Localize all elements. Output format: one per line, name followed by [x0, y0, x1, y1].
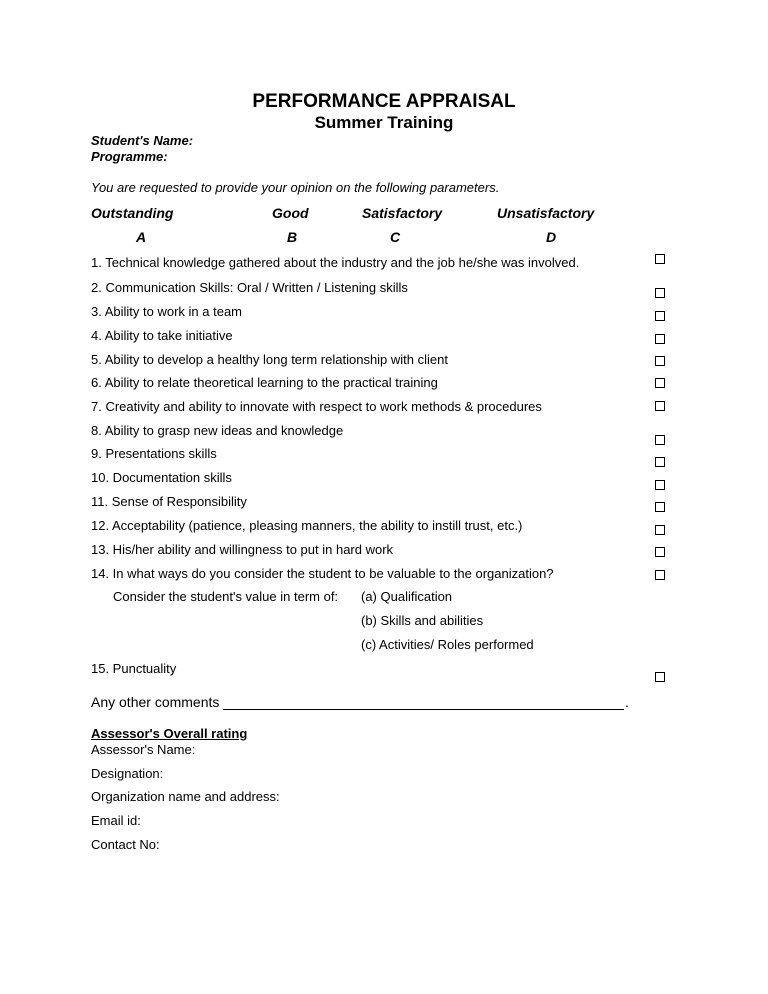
scale-grade-a: A	[136, 229, 147, 245]
item-14-consider: Consider the student's value in term of:	[113, 589, 339, 604]
item-14-option-b: (b) Skills and abilities	[361, 613, 484, 628]
item-15: 15. Punctuality	[91, 661, 177, 676]
email-label: Email id:	[91, 813, 141, 828]
contact-label: Contact No:	[91, 837, 160, 852]
item-14-option-a: (a) Qualification	[361, 589, 453, 604]
comments-end: .	[625, 694, 629, 710]
checkbox-item-1[interactable]	[655, 254, 665, 264]
item-2: 2. Communication Skills: Oral / Written / Listening skills	[91, 280, 408, 295]
item-8: 8. Ability to grasp new ideas and knowledge	[91, 423, 344, 438]
checkbox-item-10[interactable]	[655, 480, 665, 490]
checkbox-item-11[interactable]	[655, 502, 665, 512]
item-5: 5. Ability to develop a healthy long term relationship with client	[91, 352, 448, 367]
item-10: 10. Documentation skills	[91, 470, 232, 485]
instruction-text: You are requested to provide your opinion on the following parameters.	[91, 180, 500, 195]
student-name-label: Student's Name:	[91, 133, 194, 148]
checkbox-item-3[interactable]	[655, 311, 665, 321]
item-1: 1. Technical knowledge gathered about the industry and the job he/she was involved.	[91, 255, 580, 270]
comments-line[interactable]	[223, 709, 624, 710]
scale-label-outstanding: Outstanding	[91, 205, 174, 221]
scale-label-satisfactory: Satisfactory	[362, 205, 443, 221]
item-4: 4. Ability to take initiative	[91, 328, 233, 343]
item-12: 12. Acceptability (patience, pleasing manners, the ability to instill trust, etc.)	[91, 518, 523, 533]
checkbox-item-5[interactable]	[655, 356, 665, 366]
item-3: 3. Ability to work in a team	[91, 304, 243, 319]
item-13: 13. His/her ability and willingness to put in hard work	[91, 542, 394, 557]
scale-label-good: Good	[272, 205, 309, 221]
scale-grade-b: B	[287, 229, 298, 245]
designation-label: Designation:	[91, 766, 164, 781]
programme-label: Programme:	[91, 149, 168, 164]
checkbox-item-9[interactable]	[655, 457, 665, 467]
scale-grade-c: C	[390, 229, 401, 245]
comments-label: Any other comments	[91, 694, 220, 710]
assessor-heading: Assessor's Overall rating	[91, 726, 248, 741]
page-subtitle: Summer Training	[314, 113, 454, 132]
item-7: 7. Creativity and ability to innovate with respect to work methods & procedures	[91, 399, 542, 414]
page-title: PERFORMANCE APPRAISAL	[252, 91, 516, 112]
organization-label: Organization name and address:	[91, 789, 280, 804]
item-14: 14. In what ways do you consider the student to be valuable to the organization?	[91, 566, 554, 581]
assessor-name-label: Assessor's Name:	[91, 742, 196, 757]
checkbox-item-4[interactable]	[655, 334, 665, 344]
checkbox-item-6[interactable]	[655, 378, 665, 388]
checkbox-item-14[interactable]	[655, 570, 665, 580]
scale-grade-d: D	[546, 229, 557, 245]
item-11: 11. Sense of Responsibility	[91, 494, 247, 509]
item-6: 6. Ability to relate theoretical learning to the practical training	[91, 375, 438, 390]
checkbox-item-15[interactable]	[655, 672, 665, 682]
checkbox-item-13[interactable]	[655, 547, 665, 557]
item-9: 9. Presentations skills	[91, 446, 217, 461]
checkbox-item-7[interactable]	[655, 401, 665, 411]
checkbox-item-2[interactable]	[655, 288, 665, 298]
checkbox-item-12[interactable]	[655, 525, 665, 535]
checkbox-item-8[interactable]	[655, 435, 665, 445]
item-14-option-c: (c) Activities/ Roles performed	[361, 637, 534, 652]
scale-label-unsatisfactory: Unsatisfactory	[497, 205, 595, 221]
